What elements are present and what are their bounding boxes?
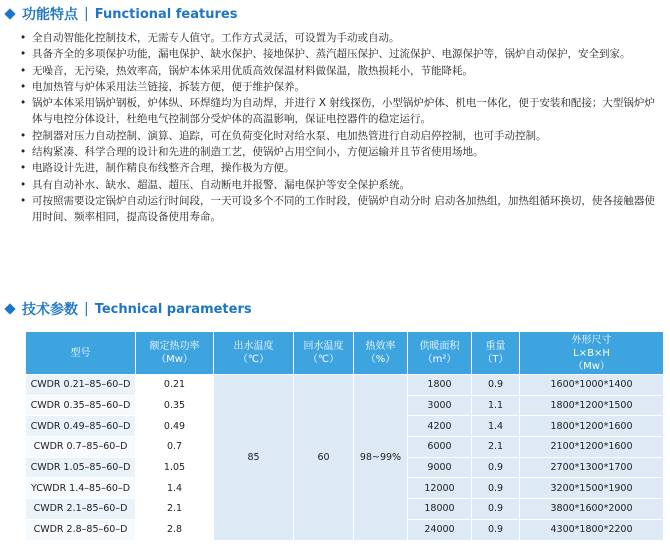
cell-weight: 0.9: [472, 519, 520, 540]
feature-item: • 锅炉本体采用锅炉钢板，炉体纵、环焊缝均为自动焊，并进行 X 射线探伤，小型锅炉炉体、机电一体化，便于安装和配接；大型锅炉炉体与电控分体设计，杜绝电气控制部分受炉体的高温影响，保证电控器件的稳定运行。: [18, 95, 663, 128]
feature-item: • 具备齐全的多项保护功能，漏电保护、缺水保护、接地保护、蒸汽超压保护、过流保护、电源保护等，锅炉自动保护，安全到家。: [18, 46, 663, 62]
header-model: 型号: [26, 332, 136, 375]
cell-power: 0.7: [136, 437, 214, 458]
features-list: [18, 30, 663, 226]
cell-weight: 0.9: [472, 478, 520, 499]
cell-weight: 2.1: [472, 437, 520, 458]
cell-area: 6000: [408, 437, 472, 458]
params-title-en: Technical parameters: [94, 301, 252, 317]
cell-area: 1800: [408, 375, 472, 396]
cell-weight: 0.9: [472, 375, 520, 396]
cell-size: 1800*1200*1500: [520, 395, 664, 416]
cell-size: 3800*1600*2000: [520, 499, 664, 520]
header-weight: 重量 （T）: [472, 332, 520, 375]
feature-item: • 可按照需要设定锅炉自动运行时间段，一天可设多个不同的工作时段，使锅炉自动分时 启动各加热组，加热组循环换切，使各接触器使用时间、频率相同，提高设备使用寿命。: [18, 193, 663, 226]
title-separator: |: [84, 301, 89, 317]
table-row: [26, 375, 664, 396]
cell-outlet-temp: 85: [214, 375, 294, 541]
cell-area: 9000: [408, 457, 472, 478]
cell-power: 0.49: [136, 416, 214, 437]
header-efficiency: 热效率 （%）: [354, 332, 408, 375]
header-return-temp: 回水温度 （℃）: [294, 332, 354, 375]
params-title-cn: 技术参数: [22, 302, 78, 318]
features-title-en: Functional features: [94, 6, 238, 22]
feature-item: • 全自动智能化控制技术，无需专人值守。工作方式灵活，可设置为手动或自动。: [18, 30, 663, 46]
cell-area: 12000: [408, 478, 472, 499]
cell-area: 24000: [408, 519, 472, 540]
header-dimensions: 外形尺寸 L×B×H （Mw）: [520, 332, 664, 375]
cell-model: CWDR 0.7–85–60–D: [26, 437, 136, 458]
cell-power: 0.35: [136, 395, 214, 416]
cell-model: CWDR 0.21–85–60–D: [26, 375, 136, 396]
cell-size: 1800*1200*1600: [520, 416, 664, 437]
header-outlet-temp: 出水温度 （℃）: [214, 332, 294, 375]
cell-power: 2.8: [136, 519, 214, 540]
feature-item: • 电加热管与炉体采用法兰链接，拆装方便，便于维护保养。: [18, 79, 663, 95]
cell-size: 1600*1000*1400: [520, 375, 664, 396]
cell-model: CWDR 1.05–85–60–D: [26, 457, 136, 478]
table-header-row: [26, 332, 664, 375]
cell-power: 0.21: [136, 375, 214, 396]
feature-item: • 具有自动补水、缺水、超温、超压、自动断电并报警、漏电保护等安全保护系统。: [18, 177, 663, 193]
cell-model: CWDR 0.35–85–60–D: [26, 395, 136, 416]
diamond-bullet-icon: [4, 303, 15, 314]
cell-model: CWDR 2.8–85–60–D: [26, 519, 136, 540]
cell-model: CWDR 0.49–85–60–D: [26, 416, 136, 437]
cell-weight: 1.1: [472, 395, 520, 416]
cell-area: 18000: [408, 499, 472, 520]
cell-model: YCWDR 1.4–85–60–D: [26, 478, 136, 499]
cell-power: 2.1: [136, 499, 214, 520]
cell-model: CWDR 2.1–85–60–D: [26, 499, 136, 520]
params-section-title: [6, 299, 252, 319]
feature-item: • 结构紧凑、科学合理的设计和先进的制造工艺，使锅炉占用空间小，方便运输并且节省使用场地。: [18, 144, 663, 160]
cell-size: 3200*1500*1900: [520, 478, 664, 499]
diamond-bullet-icon: [4, 8, 15, 19]
feature-item: • 无噪音，无污染，热效率高，锅炉本体采用优质高效保温材料做保温，散热损耗小，节能降耗。: [18, 63, 663, 79]
cell-size: 2700*1300*1700: [520, 457, 664, 478]
cell-area: 4200: [408, 416, 472, 437]
cell-power: 1.05: [136, 457, 214, 478]
title-separator: |: [84, 6, 89, 22]
features-title-cn: 功能特点: [22, 7, 78, 23]
cell-return-temp: 60: [294, 375, 354, 541]
feature-item: • 电路设计先进，制作精良布线整齐合理，操作极为方便。: [18, 160, 663, 176]
cell-weight: 1.4: [472, 416, 520, 437]
feature-item: • 控制器对压力自动控制、演算、追踪，可在负荷变化时对给水泵、电加热管进行自动启停控制，也可手动控制。: [18, 128, 663, 144]
cell-size: 2100*1200*1600: [520, 437, 664, 458]
cell-weight: 0.9: [472, 457, 520, 478]
technical-parameters-table: [25, 331, 664, 541]
cell-power: 1.4: [136, 478, 214, 499]
cell-efficiency: 98~99%: [354, 375, 408, 541]
cell-size: 4300*1800*2200: [520, 519, 664, 540]
cell-weight: 0.9: [472, 499, 520, 520]
header-rated-power: 额定热功率 （Mw）: [136, 332, 214, 375]
features-section-title: [6, 4, 237, 24]
cell-area: 3000: [408, 395, 472, 416]
header-heating-area: 供暖面积 （m²）: [408, 332, 472, 375]
